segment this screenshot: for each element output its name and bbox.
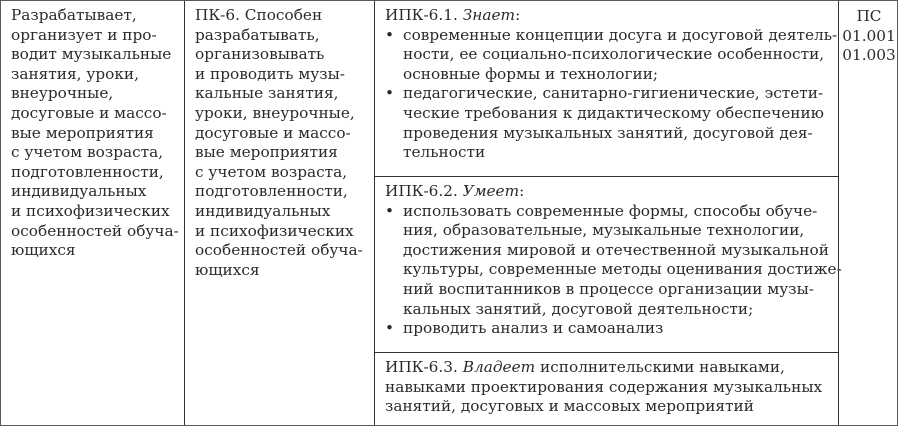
- text-line: вые мероприятия: [195, 143, 338, 162]
- text-line: проведения музыкальных занятий, досуговой дея-: [403, 123, 813, 142]
- text-line: ПС: [856, 7, 882, 25]
- text-line: использовать современные формы, способы обуче-: [403, 201, 818, 220]
- list-item: [385, 201, 842, 320]
- professional-standards-cell: [839, 1, 899, 66]
- text-line: тельности: [403, 143, 486, 162]
- text-line: вые мероприятия: [11, 123, 154, 142]
- text-line: и психофизических: [195, 221, 354, 240]
- bullet-icon: •: [385, 319, 395, 338]
- competence-cell: [185, 1, 375, 425]
- labor-activity-cell: [1, 1, 185, 425]
- text-line: ющихся: [11, 241, 76, 260]
- text-line: и психофизических: [11, 201, 170, 220]
- colon: :: [519, 182, 525, 200]
- list-item: [385, 25, 838, 85]
- text-line: подготовленности,: [11, 162, 164, 181]
- indicator-can-cell: [375, 177, 842, 353]
- text-line: ческие требования к дидактическому обеспечению: [403, 103, 824, 122]
- text-line: основные формы и технологии;: [403, 64, 659, 83]
- indicator-heading: [385, 6, 831, 26]
- text-line: и проводить музы-: [195, 64, 345, 83]
- indicator-code: ИПК-6.2.: [385, 182, 458, 200]
- text-line: ности, ее социально-психологические особенности,: [403, 45, 825, 64]
- indicator-heading: [385, 358, 831, 378]
- text-line: с учетом возраста,: [11, 143, 164, 162]
- indicator-knows-cell: [375, 1, 839, 177]
- text-line: Разрабатывает,: [11, 6, 137, 24]
- text-line: разрабатывать,: [195, 25, 320, 44]
- text-line: исполнительскими навыками,: [535, 358, 785, 376]
- text-line: особенностей обуча-: [11, 221, 179, 240]
- text-line: досуговые и массо-: [195, 123, 351, 142]
- text-line: ПК-6. Способен: [195, 6, 323, 24]
- text-line: 01.003: [842, 46, 896, 65]
- indicator-verb: Владеет: [462, 358, 536, 376]
- text-line: особенностей обуча-: [195, 241, 363, 260]
- text-line: организовывать: [195, 45, 325, 64]
- text-line: индивидуальных: [195, 201, 331, 220]
- indicator-verb: Умеет: [462, 182, 520, 200]
- text-line: уроки, внеурочные,: [195, 103, 355, 122]
- text-line: водит музыкальные: [11, 45, 172, 64]
- text-line: с учетом возраста,: [195, 162, 348, 181]
- text-line: индивидуальных: [11, 182, 147, 201]
- text-line: 01.001: [842, 26, 896, 45]
- text-line: навыками проектирования содержания музыкальных: [385, 377, 823, 396]
- text-line: проводить анализ и самоанализ: [403, 319, 664, 338]
- text-line: культуры, современные методы оценивания достиже-: [403, 260, 842, 279]
- indicator-heading: [385, 182, 831, 202]
- text-line: ний воспитанников в процессе организации музы-: [403, 279, 814, 298]
- text-line: подготовленности,: [195, 182, 348, 201]
- text-line: организует и про-: [11, 25, 157, 44]
- indicator-verb: Знает: [462, 6, 516, 24]
- text-line: внеурочные,: [11, 84, 114, 103]
- indicator-possesses-cell: [375, 353, 839, 427]
- text-line: кальные занятия,: [195, 84, 339, 103]
- bullet-icon: •: [385, 201, 395, 220]
- text-line: занятий, досуговых и массовых мероприятий: [385, 397, 754, 416]
- text-line: кальных занятий, досуговой деятельности;: [403, 299, 754, 318]
- text-line: ющихся: [195, 260, 260, 279]
- list-item: [385, 319, 831, 339]
- text-line: занятия, уроки,: [11, 64, 139, 83]
- indicator-code: ИПК-6.1.: [385, 6, 458, 24]
- bullet-icon: •: [385, 25, 395, 44]
- list-item: [385, 84, 831, 162]
- text-line: досуговые и массо-: [11, 103, 167, 122]
- text-line: педагогические, санитарно-гигиенические, эстети-: [403, 84, 824, 103]
- indicator-code: ИПК-6.3.: [385, 358, 458, 376]
- text-line: ния, образовательные, музыкальные технологии,: [403, 221, 805, 240]
- bullet-icon: •: [385, 84, 395, 103]
- text-line: современные концепции досуга и досуговой деятель-: [403, 25, 838, 44]
- text-line: достижения мировой и отечественной музыкальной: [403, 240, 829, 259]
- colon: :: [515, 6, 521, 24]
